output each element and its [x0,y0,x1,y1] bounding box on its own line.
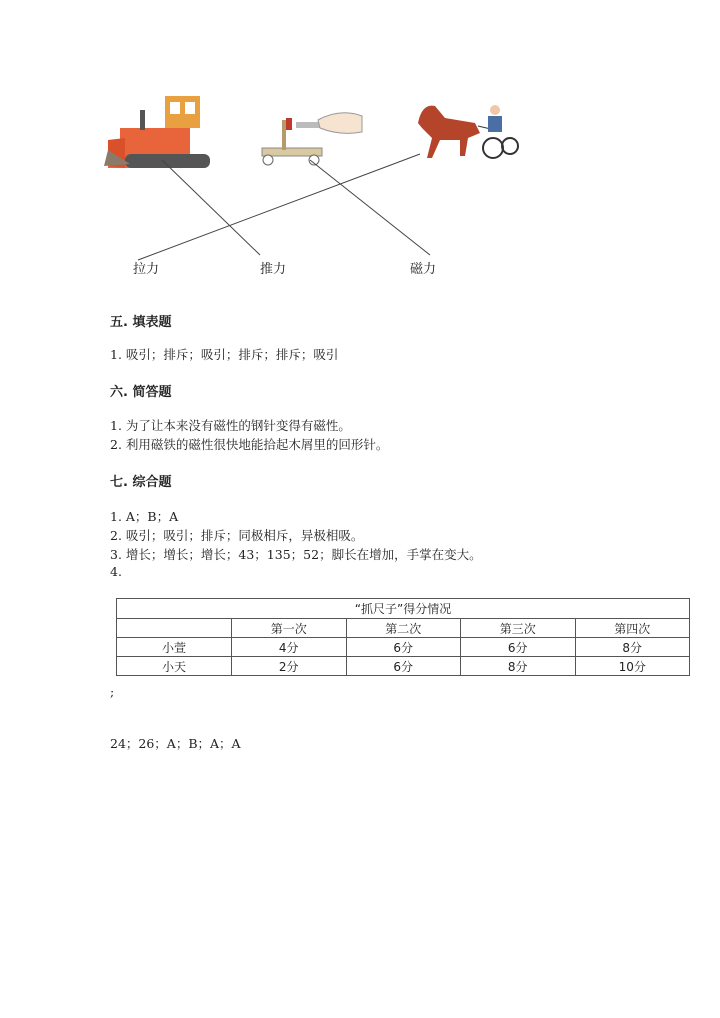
horse-carriage-picture [418,105,518,158]
table-header-cell: 第三次 [461,619,576,638]
table-cell: 8分 [575,638,690,657]
table-header-cell: 第二次 [346,619,461,638]
answer-line: 1. A；B；A [110,509,179,524]
connector-line [162,160,260,255]
answer-line: 3. 增长；增长；增长；43；135；52；脚长在增加，手掌在变大。 [110,547,482,562]
table-header-cell: 第一次 [232,619,347,638]
table-header-row [117,619,690,638]
table-cell: 6分 [346,657,461,676]
answer-line: 2. 利用磁铁的磁性很快地能拾起木屑里的回形针。 [110,437,389,452]
table-row [117,638,690,657]
table-header-cell: 第四次 [575,619,690,638]
matching-label-pull: 拉力 [133,262,160,277]
table-cell: 4分 [232,638,347,657]
matching-label-magnetic: 磁力 [410,262,437,277]
section-heading: 六. 简答题 [110,385,172,400]
bulldozer-picture [104,96,210,168]
table-cell: 10分 [575,657,690,676]
table-header-cell [117,619,232,638]
after-table-text: ; [110,684,115,699]
score-table [116,598,690,676]
table-cell: 6分 [461,638,576,657]
section-heading: 五. 填表题 [110,315,172,330]
answer-line: 1. 为了让本来没有磁性的钢针变得有磁性。 [110,418,351,433]
matching-illustration [100,88,540,288]
table-cell: 小萱 [117,638,232,657]
table-cell: 6分 [346,638,461,657]
table-cell: 2分 [232,657,347,676]
table-cell: 小天 [117,657,232,676]
table-row [117,657,690,676]
answer-line: 1. 吸引；排斥；吸引；排斥；排斥；吸引 [110,347,339,362]
answer-line: 2. 吸引；吸引；排斥；同极相斥，异极相吸。 [110,528,364,543]
connector-line [310,160,430,255]
connector-line [138,154,420,260]
table-cell: 8分 [461,657,576,676]
magnet-cart-picture [262,113,362,165]
answer-line: 4. [110,564,122,579]
matching-label-push: 推力 [260,262,287,277]
table-title: “抓尺子”得分情况 [117,599,690,619]
final-answer-line: 24；26；A；B；A；A [110,736,241,751]
section-heading: 七. 综合题 [110,475,172,490]
